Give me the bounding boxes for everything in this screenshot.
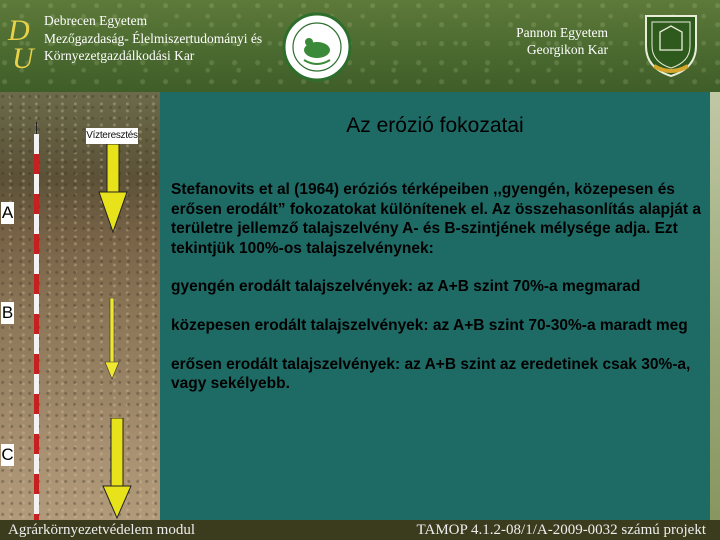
svg-text:D: D (8, 14, 30, 47)
erosion-item-weak: gyengén erodált talajszelvények: az A+B szint 70%-a megmarad (171, 278, 641, 296)
horizon-label-a: A (1, 203, 14, 222)
du-monogram-icon (6, 10, 40, 72)
svg-text:U: U (12, 42, 34, 72)
right-edge-strip (710, 92, 720, 520)
vizteresztes-label: Vízteresztés (86, 128, 138, 144)
horizon-label-c: C (1, 445, 14, 464)
measuring-rod (34, 134, 39, 520)
left-university-name (44, 12, 262, 65)
right-university-line-1: Pannon Egyetem (516, 25, 608, 40)
slide-title: Az erózió fokozatai (346, 114, 524, 137)
faculty-seal-icon (282, 12, 352, 82)
soil-texture (0, 92, 160, 520)
left-university-line-3: Környezetgazdálkodási Kar (44, 48, 195, 63)
footer-module-name: Agrárkörnyezetvédelem modul (8, 522, 196, 538)
right-university-line-2: Georgikon Kar (526, 42, 608, 57)
yellow-arrow-bottom-icon (102, 418, 132, 520)
left-university-line-1: Debrecen Egyetem (44, 13, 148, 28)
soil-profile-photo (0, 92, 160, 520)
horizon-label-b: B (1, 303, 14, 322)
georgikon-shield-icon (640, 10, 702, 80)
intro-paragraph: Stefanovits et al (1964) eróziós térképeiben ,,gyengén, közepesen és erősen erodált” fokozatokat különítenek el. Az összehasonlítás alapját a területre jellemző talajszelvény A- és B-szintjének mélysége adja. Ezt tekintjük 100%-os talajszelvénynek: (171, 181, 702, 257)
slide-body (171, 180, 705, 413)
erosion-item-moderate: közepesen erodált talajszelvények: az A+B szint 70-30%-a maradt meg (171, 316, 688, 334)
footer-bar (0, 520, 720, 540)
header-banner (0, 0, 720, 92)
erosion-item-strong: erősen erodált talajszelvények: az A+B szint az eredetinek csak 30%-a, vagy sekélyebb. (171, 355, 691, 393)
footer-project-id: TAMOP 4.1.2-08/1/A-2009-0032 számú projekt (416, 522, 706, 538)
yellow-arrow-large-icon (98, 144, 128, 234)
yellow-arrow-thin-icon (104, 298, 120, 380)
right-university-name (512, 24, 608, 58)
left-university-line-2: Mezőgazdaság- Élelmiszertudományi és (44, 30, 263, 46)
